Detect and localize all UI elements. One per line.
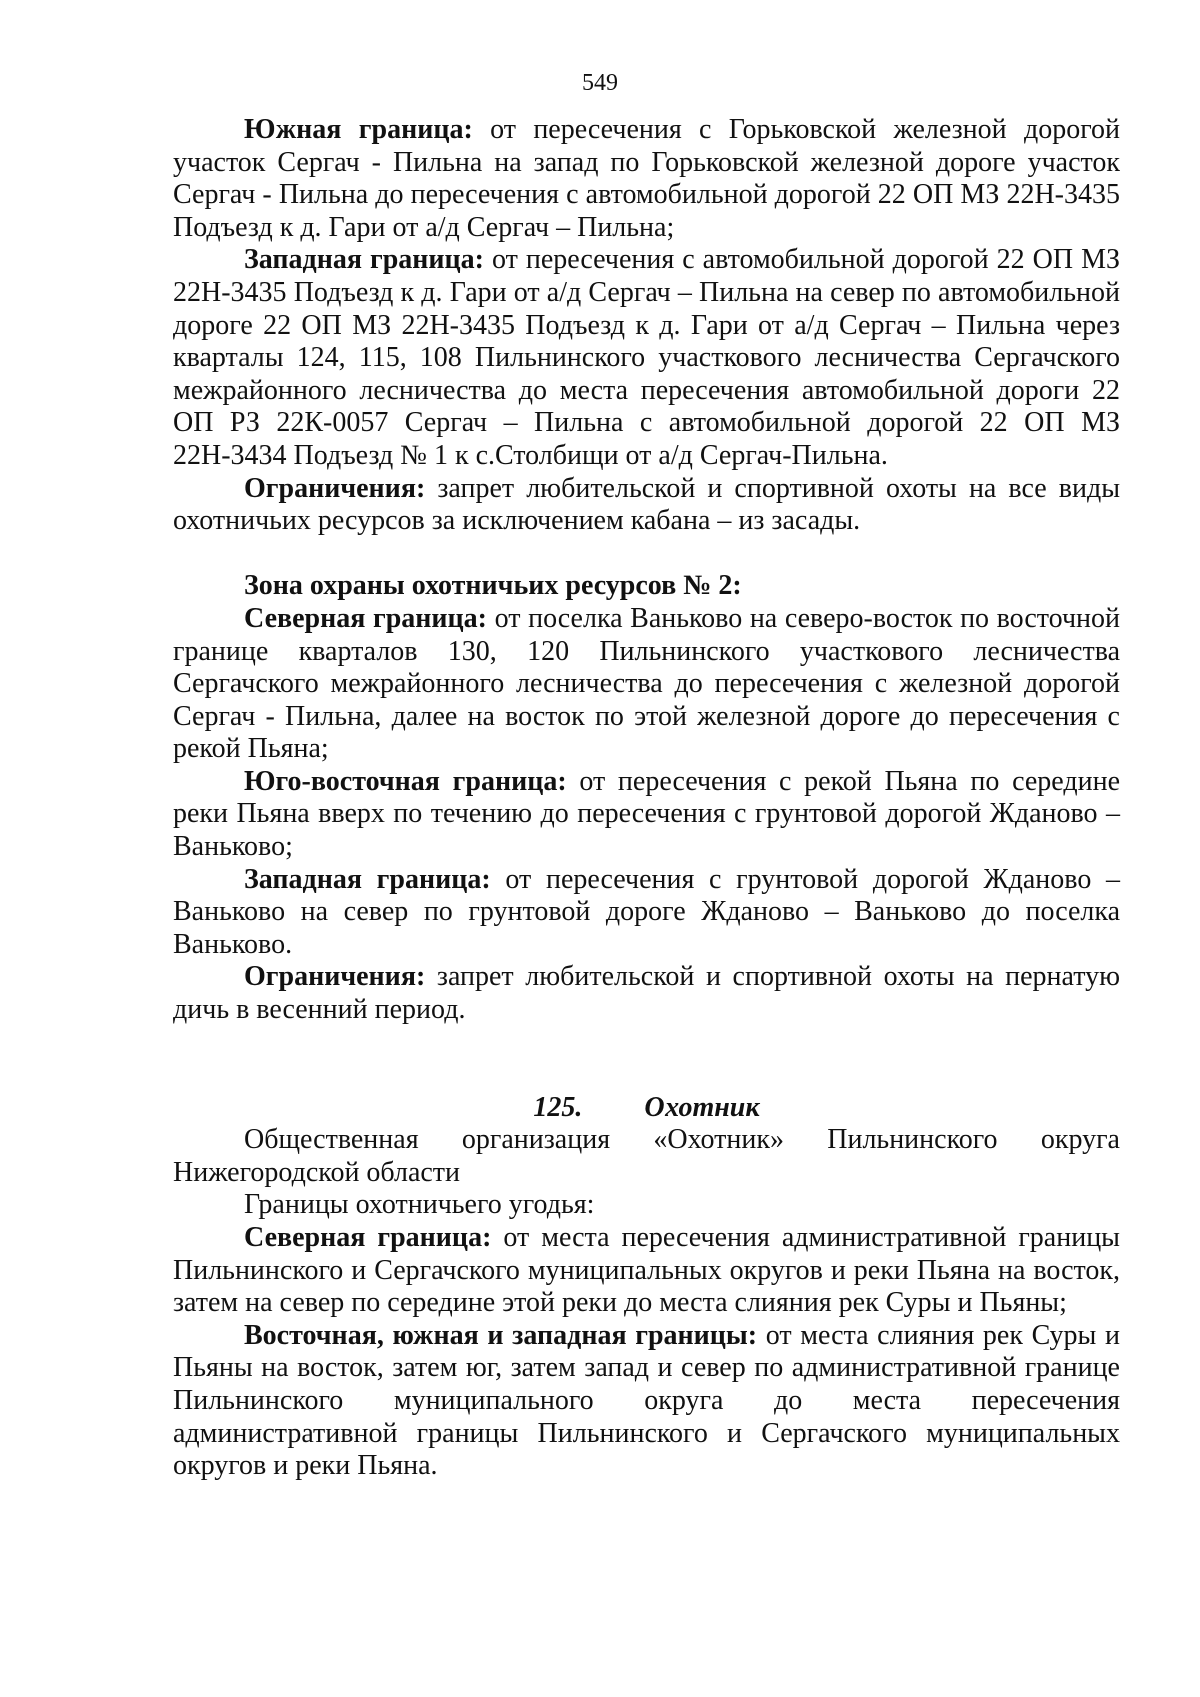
page-number: 549 [582,70,618,96]
zone-2-southeast-label: Юго-восточная граница: [244,765,567,797]
spacer [173,538,1120,571]
spacer [173,1027,1120,1092]
section-title: Охотник [644,1091,760,1123]
west-border-text: от пересечения с автомобильной дорогой 22 ОП МЗ 22Н-3435 Подъезд к д. Гари от а/д Сергач – Пильна на север по автомобильной дороге 22 ОП МЗ 22Н-3435 Подъезд к д. Гари от а/д Сергач – Пильна через кварталы 124, 115, 108 Пильнинского участкового лесничества Сергачского межрайонного лесничества до места пересечения автомобильной дороги 22 ОП РЗ 22К-0057 Сергач – Пильна с автомобильной дорогой 22 ОП МЗ 22Н-3434 Подъезд № 1 к с.Столбищи от а/д Сергач-Пильна. [173,244,1120,471]
section-heading [173,1092,1120,1125]
south-border-text: от пересечения с Горьковской железной дорогой участок Сергач - Пильна на запад по Горьковской железной дороге участок Сергач - Пильна до пересечения с автомобильной дорогой 22 ОП МЗ 22Н-3435 Подъезд к д. Гари от а/д Сергач – Пильна; [173,114,1120,243]
zone-2-west-label: Западная граница: [244,863,491,895]
zone-2-west-paragraph [173,864,1120,962]
section-north-label: Северная граница: [244,1222,492,1253]
west-border-label: Западная граница: [244,244,484,276]
section-north-paragraph [173,1222,1120,1320]
south-border-label: Южная граница: [244,114,473,145]
organization-paragraph [173,1124,1120,1189]
section-esw-paragraph [173,1320,1120,1483]
zone-2-title-text: Зона охраны охотничьих ресурсов № 2: [244,570,742,602]
west-border-paragraph [173,244,1120,472]
zone-2-north-label: Северная граница: [244,602,488,634]
restrictions-label-2: Ограничения: [244,961,426,993]
organization-text: Общественная организация «Охотник» Пильнинского округа Нижегородской области [173,1124,1120,1188]
section-esw-label: Восточная, южная и западная границы: [244,1319,758,1351]
south-border-paragraph [173,114,1120,244]
section-esw-text: от места слияния рек Суры и Пьяны на восток, затем юг, затем запад и север по административной границе Пильнинского муниципального округа до места пересечения административной границы Пильнинского и Сергачского муниципальных округов и реки Пьяна. [173,1319,1120,1482]
document-body [173,114,1120,1483]
restrictions-paragraph-2 [173,961,1120,1026]
restrictions-text-2: запрет любительской и спортивной охоты на пернатую дичь в весенний период. [173,961,1120,1026]
zone-2-north-paragraph [173,603,1120,766]
section-number: 125. [533,1091,583,1123]
borders-intro-text: Границы охотничьего угодья: [244,1189,595,1221]
zone-2-north-text: от поселка Ваньково на северо-восток по восточной границе кварталов 130, 120 Пильнинского участкового лесничества Сергачского межрайонного лесничества до пересечения с железной дорогой Сергач - Пильна, далее на восток по этой железной дороге до пересечения с рекой Пьяна; [173,602,1120,765]
borders-intro [173,1189,1120,1222]
section-north-text: от места пересечения административной границы Пильнинского и Сергачского муниципальных округов и реки Пьяна на восток, затем на север по середине этой реки до места слияния рек Суры и Пьяны; [173,1222,1120,1319]
zone-2-title [173,570,1120,603]
zone-2-west-text: от пересечения с грунтовой дорогой Жданово – Ваньково на север по грунтовой дороге Жданово – Ваньково до поселка Ваньково. [173,863,1121,960]
zone-2-southeast-paragraph [173,766,1120,864]
restrictions-text-1: запрет любительской и спортивной охоты на все виды охотничьих ресурсов за исключением кабана – из засады. [173,472,1120,537]
zone-2-southeast-text: от пересечения с рекой Пьяна по середине реки Пьяна вверх по течению до пересечения с грунтовой дорогой Жданово – Ваньково; [173,765,1120,863]
restrictions-paragraph-1 [173,473,1120,538]
restrictions-label-1: Ограничения: [244,472,426,504]
